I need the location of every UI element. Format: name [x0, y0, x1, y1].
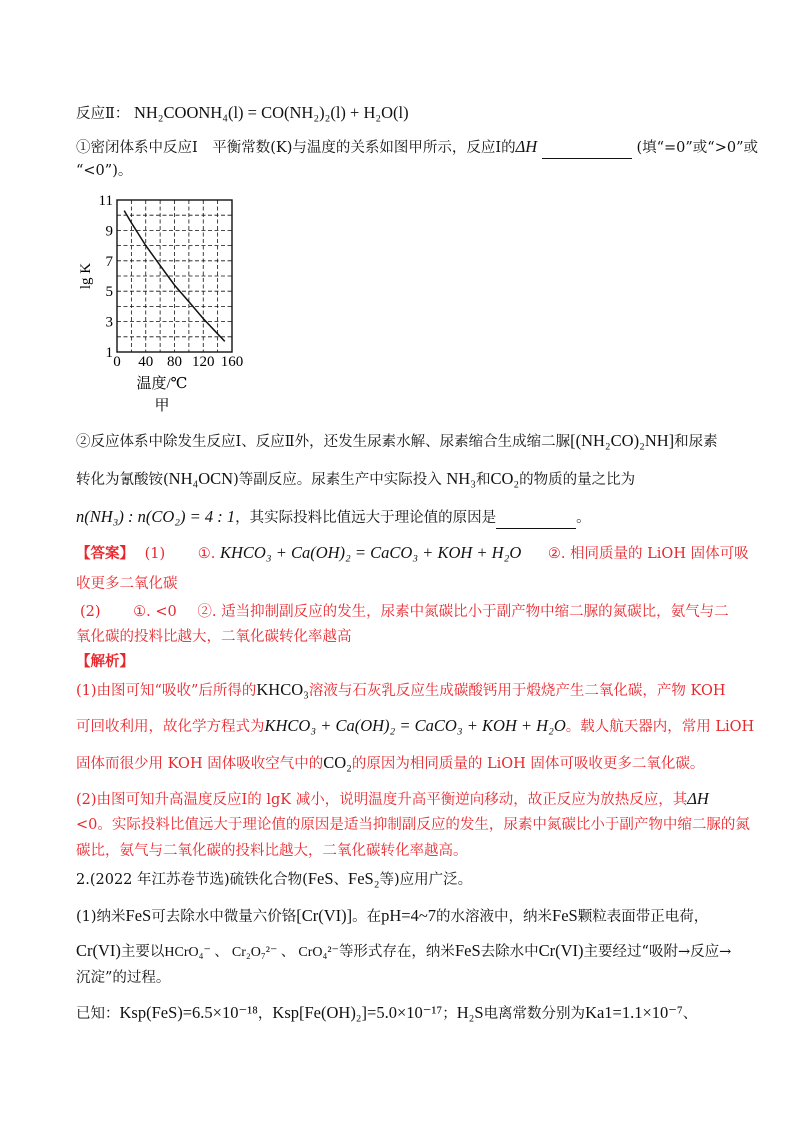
- ksp-fes: Ksp(FeS)=6.5×10⁻¹⁸: [119, 1003, 258, 1022]
- problem-2-2d: 主要经过“吸附→反应→: [583, 944, 732, 960]
- question-2-text-b: 和尿素: [674, 434, 718, 450]
- x-tick-label: 120: [192, 354, 215, 370]
- y-tick-labels: [99, 193, 114, 361]
- x-tick-labels: [113, 354, 243, 370]
- x-tick-label: 160: [220, 354, 244, 370]
- biuret-formula: [(NH₂CO)₂NH]: [570, 431, 675, 450]
- analysis-1a: (1)由图可知“吸收”后所得的: [76, 683, 257, 699]
- lgk-temperature-chart: [72, 190, 262, 420]
- y-tick-label: 1: [105, 345, 113, 361]
- chromate-ions: HCrO₄⁻ 、 Cr₂O₇²⁻ 、 CrO₄²⁻: [164, 945, 339, 960]
- analysis-title-line: [76, 651, 736, 673]
- analysis-3b: 的原因为相同质量的 LiOH 固体可吸收更多二氧化碳。: [351, 756, 705, 772]
- answer-blank-2: [496, 528, 576, 529]
- question-2-line-2: [76, 468, 736, 491]
- problem-2-1a: (1)纳米: [76, 909, 126, 925]
- question-2-line-3: [76, 506, 736, 529]
- analysis-line-3: [76, 752, 736, 775]
- y-tick-label: 7: [105, 253, 113, 270]
- problem-2-line-2: [76, 940, 736, 964]
- separator-4: 、: [682, 1006, 698, 1022]
- fes2-formula: FeS₂: [348, 869, 380, 888]
- fes-formula-4: FeS: [454, 941, 481, 960]
- analysis-6: 碳比，氨气与二氧化碳的投料比越大，二氧化碳转化率越高。: [76, 843, 468, 859]
- analysis-line-6: [76, 840, 736, 862]
- ka1-value: Ka1=1.1×10⁻⁷: [585, 1003, 683, 1022]
- problem-2-intro-b: 等)应用广泛。: [379, 872, 473, 888]
- question-2-text-f: 的物质的量之比为: [519, 472, 636, 488]
- problem-2-1d: 的水溶液中，纳米: [436, 909, 553, 925]
- analysis-4a: (2)由图可知升高温度反应Ⅰ的 lgK 减小，说明温度升高平衡逆向移动，故正反应为放热反应，其: [76, 792, 688, 808]
- problem-2-2b: 等形式存在，纳米: [338, 944, 455, 960]
- y-tick-label: 5: [105, 284, 113, 301]
- analysis-2b: 。载人航天器内，常用 LiOH: [565, 719, 755, 735]
- answer-part-1-label: ①.: [197, 546, 220, 562]
- fes-formula-2: FeS: [125, 906, 152, 925]
- y-tick-label: 9: [105, 223, 113, 240]
- x-tick-label: 80: [167, 354, 182, 370]
- question-1-text: ①密闭体系中反应Ⅰ 平衡常数(K)与温度的关系如图甲所示，反应Ⅰ的: [76, 140, 516, 156]
- problem-2-intro-a: 2.(2022 年江苏卷节选)硫铁化合物(: [76, 872, 308, 888]
- x-tick-label: 40: [138, 354, 154, 370]
- answer-part-1-num: (1): [144, 546, 166, 562]
- analysis-3a: 固体而很少用 KOH 固体吸收空气中的: [76, 756, 324, 772]
- problem-2-2c: 去除水中: [480, 944, 539, 960]
- cr-vi-2: Cr(VI): [538, 941, 584, 960]
- fes-formula: FeS: [307, 869, 334, 888]
- analysis-title: 【解析】: [76, 653, 134, 670]
- problem-2-2a: 主要以: [120, 944, 165, 960]
- answer-part-1-c: 收更多二氧化碳: [76, 576, 178, 592]
- problem-2-4a: 已知：: [76, 1006, 120, 1022]
- answer-line-1: [76, 542, 749, 565]
- question-2-text-g: ，其实际投料比值远大于理论值的原因是: [235, 510, 497, 526]
- answer-line-4: [76, 626, 736, 648]
- analysis-line-1: [76, 679, 736, 702]
- question-2-end: 。: [576, 510, 591, 526]
- question-2-text-a: ②反应体系中除发生反应Ⅰ、反应Ⅱ外，还发生尿素水解、尿素缩合生成缩二脲: [76, 434, 571, 450]
- reaction-2-line: [76, 102, 736, 125]
- problem-2-line-1: [76, 905, 736, 928]
- y-tick-label: 3: [105, 314, 113, 331]
- answer-title: 【答案】: [76, 545, 134, 562]
- reaction-2-equation: NH₂COONH₄(l) = CO(NH₂)₂(l) + H₂O(l): [133, 103, 409, 122]
- feed-ratio: n(NH₃) : n(CO₂) = 4 : 1: [76, 507, 236, 526]
- analysis-co2: CO₂: [323, 753, 352, 772]
- analysis-delta-h: ΔH: [687, 789, 709, 808]
- analysis-2a: 可回收利用，故化学方程式为: [76, 719, 265, 735]
- y-tick-label: 11: [98, 193, 113, 209]
- answer-equation: KHCO₃ + Ca(OH)₂ = CaCO₃ + KOH + H₂O: [219, 543, 522, 562]
- ksp-feoh2: Ksp[Fe(OH)₂]=5.0×10⁻¹⁷: [272, 1003, 443, 1022]
- question-1-line-2: [76, 160, 736, 182]
- chart-caption: 甲: [154, 398, 170, 414]
- analysis-line-5: [76, 814, 750, 836]
- answer-part-2-a: ①. <0: [133, 604, 177, 620]
- analysis-line-2: [76, 715, 755, 738]
- analysis-5: <0。实际投料比值远大于理论值的原因是适当抑制副反应的发生，尿素中氮碳比小于副产物中缩二脲的氮: [76, 817, 750, 833]
- reaction-2-label: 反应Ⅱ：: [76, 106, 130, 122]
- separator: 、: [333, 872, 349, 888]
- answer-part-2-c: 氧化碳的投料比越大，二氧化碳转化率越高: [76, 629, 352, 645]
- problem-2-1b: 可去除水中微量六价铬: [151, 909, 297, 925]
- problem-2-1e: 颗粒表面带正电荷，: [577, 909, 709, 925]
- problem-2-line-4: [76, 1002, 736, 1025]
- x-tick-label: 0: [113, 354, 121, 370]
- problem-2-intro: [76, 868, 736, 891]
- co2-formula: CO₂: [490, 469, 520, 488]
- question-2-text-c: 转化为氰酸铵(: [76, 472, 169, 488]
- question-2-text-d: )等副反应。尿素生产中实际投入: [233, 472, 442, 488]
- x-axis-label: 温度/℃: [136, 376, 188, 392]
- answer-part-2-b: ②. 适当抑制副反应的发生，尿素中氮碳比小于副产物中缩二脲的氮碳比，氨气与二: [197, 604, 729, 620]
- question-1-hint-end: “<0”)。: [76, 163, 133, 179]
- delta-h-symbol: ΔH: [515, 137, 538, 156]
- problem-2-4c: 电离常数分别为: [483, 1006, 586, 1022]
- analysis-line-4: [76, 788, 736, 811]
- nh3-formula: NH₃: [446, 469, 476, 488]
- chart-grid: [117, 200, 232, 352]
- analysis-equation: KHCO₃ + Ca(OH)₂ = CaCO₃ + KOH + H₂O: [264, 716, 566, 735]
- question-1-line-1: [76, 136, 758, 159]
- h2s-formula: H₂S: [456, 1003, 484, 1022]
- answer-part-1-b: ②. 相同质量的 LiOH 固体可吸: [547, 546, 749, 562]
- question-2-line-1: [76, 430, 736, 453]
- analysis-1b: 溶液与石灰乳反应生成碳酸钙用于煅烧产生二氧化碳，产物 KOH: [308, 683, 726, 699]
- separator-2: ，: [257, 1006, 273, 1022]
- cr-vi: Cr(VI): [76, 941, 121, 960]
- khco3-formula: KHCO₃: [256, 680, 309, 699]
- y-axis-label: lg K: [78, 262, 94, 290]
- problem-2-3: 沉淀”的过程。: [76, 970, 171, 986]
- answer-line-3: [76, 601, 736, 623]
- problem-2-line-3: [76, 967, 736, 989]
- separator-3: ；: [442, 1006, 457, 1022]
- cr-vi-bracket: [Cr(VI)]: [296, 906, 353, 925]
- answer-part-2-num: (2): [80, 604, 101, 620]
- ammonium-cyanate-formula: NH₄OCN: [168, 469, 234, 488]
- question-2-text-e: 和: [475, 472, 491, 488]
- answer-line-2: [76, 573, 736, 595]
- question-1-hint: (填“=0”或“>0”或: [636, 140, 758, 156]
- answer-blank: [542, 158, 632, 159]
- ph-range: pH=4~7: [381, 906, 437, 925]
- problem-2-1c: 。在: [352, 909, 382, 925]
- fes-formula-3: FeS: [552, 906, 578, 925]
